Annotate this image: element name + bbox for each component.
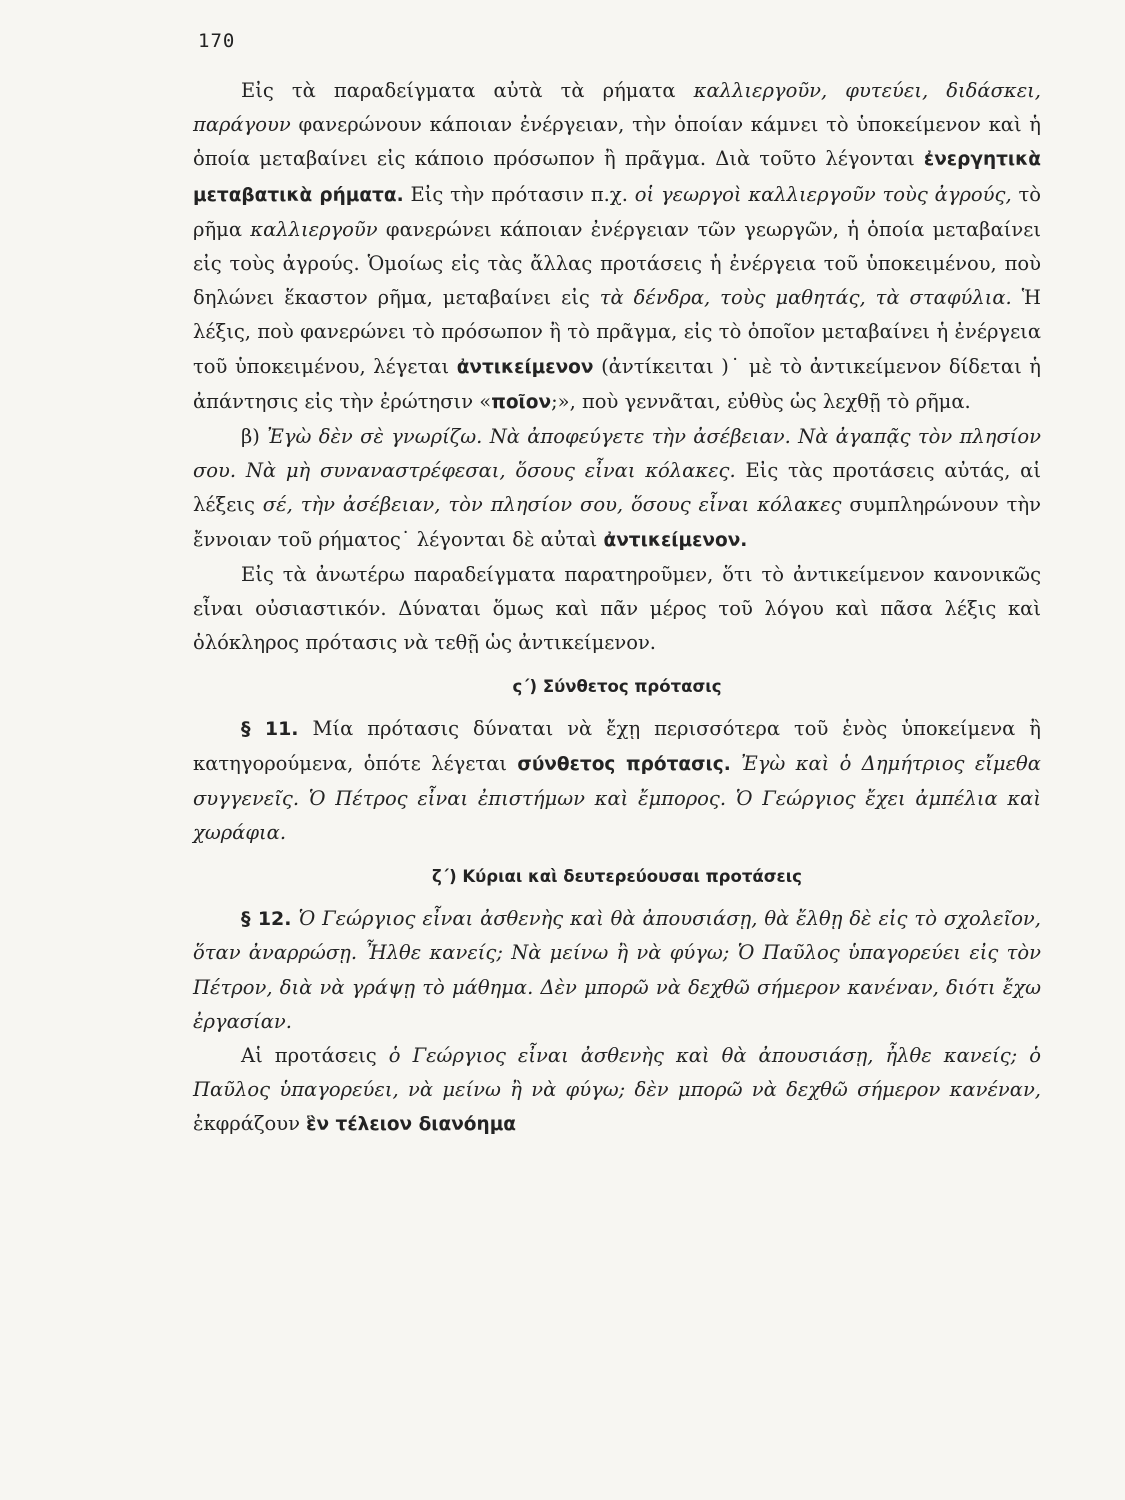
- bold-term: ἐνεργητικὰ μεταβατικὰ ρήματα.: [193, 149, 1041, 206]
- bold-term: ἓν τέλειον διανόημα: [306, 1114, 517, 1136]
- italic-text: ὁ Γεώργιος εἶναι ἀσθενὴς καὶ θὰ ἀπουσιάσῃ, ἦλθε κανείς; ὁ Παῦλος ὑπαγορεύει, νὰ μείνω ἢ νὰ φύγω; δὲν μπορῶ νὰ δεχθῶ σήμερον κανέναν,: [193, 1044, 1041, 1102]
- paragraph-6: [193, 1039, 1041, 1143]
- paragraph-5: [193, 902, 1041, 1039]
- section-number: § 12.: [241, 908, 292, 931]
- text: Μία πρότασις δύναται νὰ ἔχῃ περισσότερα τοῦ ἑνὸς ὑποκείμενα ἢ κατηγορούμενα, ὁπότε λέγεται: [193, 717, 1041, 775]
- text: β): [241, 425, 260, 449]
- text: ἐκφράζουν: [193, 1112, 300, 1136]
- page-number: 170: [198, 30, 236, 52]
- text: συμπληρώνουν τὴν ἔννοιαν τοῦ ρήματος˙ λέγονται δὲ αὐταὶ: [193, 493, 1041, 551]
- bold-term: ἀντικείμενον: [456, 356, 594, 378]
- text: Εἰς τὰ ἀνωτέρω παραδείγματα παρατηροῦμεν, ὅτι τὸ ἀντικείμενον κανονικῶς εἶναι οὐσιαστικόν. Δύναται ὅμως καὶ πᾶν μέρος τοῦ λόγου καὶ πᾶσα λέξις καὶ ὁλόκληρος πρότασις νὰ τεθῇ ὡς ἀντικείμενον.: [193, 562, 1041, 655]
- italic-text: Ὁ Γεώργιος εἶναι ἀσθενὴς καὶ θὰ ἀπουσιάσῃ, θὰ ἔλθῃ δὲ εἰς τὸ σχολεῖον, ὅταν ἀναρρώσῃ. Ἦλθε κανείς; Νὰ μείνω ἢ νὰ φύγω; Ὁ Παῦλος ὑπαγορεύει εἰς τὸν Πέτρον, διὰ νὰ γράψῃ τὸ μάθημα. Δὲν μπορῶ νὰ δεχθῶ σήμερον κανέναν, διότι ἔχω ἐργασίαν.: [193, 907, 1041, 1033]
- page-body: [193, 74, 1041, 1143]
- italic-text: οἱ γεωργοὶ καλλιεργοῦν τοὺς ἀγρούς,: [634, 182, 1012, 206]
- text: φανερώνουν κάποιαν ἐνέργειαν, τὴν ὁποίαν κάμνει τὸ ὑποκείμενον καὶ ἡ ὁποία μεταβαίνει εἰς κάποιο πρόσωπον ἢ πρᾶγμα. Διὰ τοῦτο λέγονται: [193, 113, 1041, 171]
- section-number: § 11.: [241, 718, 299, 741]
- text: Εἰς τὰ παραδείγματα αὐτὰ τὰ ρήματα: [241, 79, 676, 102]
- italic-text: Ἐγὼ καὶ ὁ Δημήτριος εἴμεθα συγγενεῖς. Ὁ Πέτρος εἶναι ἐπιστήμων καὶ ἔμπορος. Ὁ Γεώργιος ἔχει ἀμπέλια καὶ χωράφια.: [193, 751, 1041, 845]
- paragraph-4: [193, 712, 1041, 850]
- text: Αἱ προτάσεις: [241, 1044, 377, 1068]
- text: Εἰς τὰς προτάσεις αὐτάς, αἱ λέξεις: [193, 459, 1041, 517]
- bold-term: σύνθετος πρότασις.: [517, 753, 731, 775]
- italic-text: Ἐγὼ δὲν σὲ γνωρίζω. Νὰ ἀποφεύγετε τὴν ἀσέβειαν. Νὰ ἀγαπᾷς τὸν πλησίον σου. Νὰ μὴ συναναστρέφεσαι, ὅσους εἶναι κόλακες.: [193, 425, 1042, 483]
- text: Εἰς τὴν πρότασιν π.χ.: [410, 182, 628, 206]
- text: Ἡ λέξις, ποὺ φανερώνει τὸ πρόσωπον ἢ τὸ πρᾶγμα, εἰς τὸ ὁποῖον μεταβαίνει ἡ ἐνέργεια τοῦ ὑποκειμένου, λέγεται: [193, 286, 1042, 378]
- text: φανερώνει κάποιαν ἐνέργειαν τῶν γεωργῶν, ἡ ὁποία μεταβαίνει εἰς τοὺς ἀγρούς. Ὁμοίως εἰς τὰς ἄλλας προτάσεις ἡ ἐνέργεια τοῦ ὑποκειμένου, ποὺ δηλώνει ἕκαστον ρῆμα, μεταβαίνει εἰς: [193, 217, 1041, 310]
- italic-text: καλλιεργοῦν: [250, 217, 378, 241]
- bold-term: ἀντικείμενον.: [603, 529, 748, 551]
- italic-text: καλλιεργοῦν, φυτεύει, διδάσκει, παράγουν: [193, 79, 1041, 137]
- italic-text: τὰ δένδρα, τοὺς μαθητάς, τὰ σταφύλια.: [599, 286, 1012, 310]
- section-heading: ς΄) Σύνθετος πρότασις: [512, 677, 722, 697]
- text: (ἀντίκειται )˙ μὲ τὸ ἀντικείμενον δίδεται ἡ ἀπάντησις εἰς τὴν ἐρώτησιν «: [193, 354, 1041, 413]
- paragraph-1: [193, 74, 1041, 420]
- section-heading: ζ΄) Κύριαι καὶ δευτερεύουσαι προτάσεις: [432, 867, 802, 887]
- paragraph-3: [193, 558, 1041, 661]
- paragraph-2: [193, 420, 1041, 558]
- bold-term: ποῖον: [491, 391, 552, 413]
- text: τὸ ρῆμα: [193, 182, 1042, 241]
- italic-text: σέ, τὴν ἀσέβειαν, τὸν πλησίον σου, ὅσους εἶναι κόλακες: [262, 493, 842, 517]
- text: ;», ποὺ γεννᾶται, εὐθὺς ὡς λεχθῇ τὸ ρῆμα.: [551, 389, 971, 413]
